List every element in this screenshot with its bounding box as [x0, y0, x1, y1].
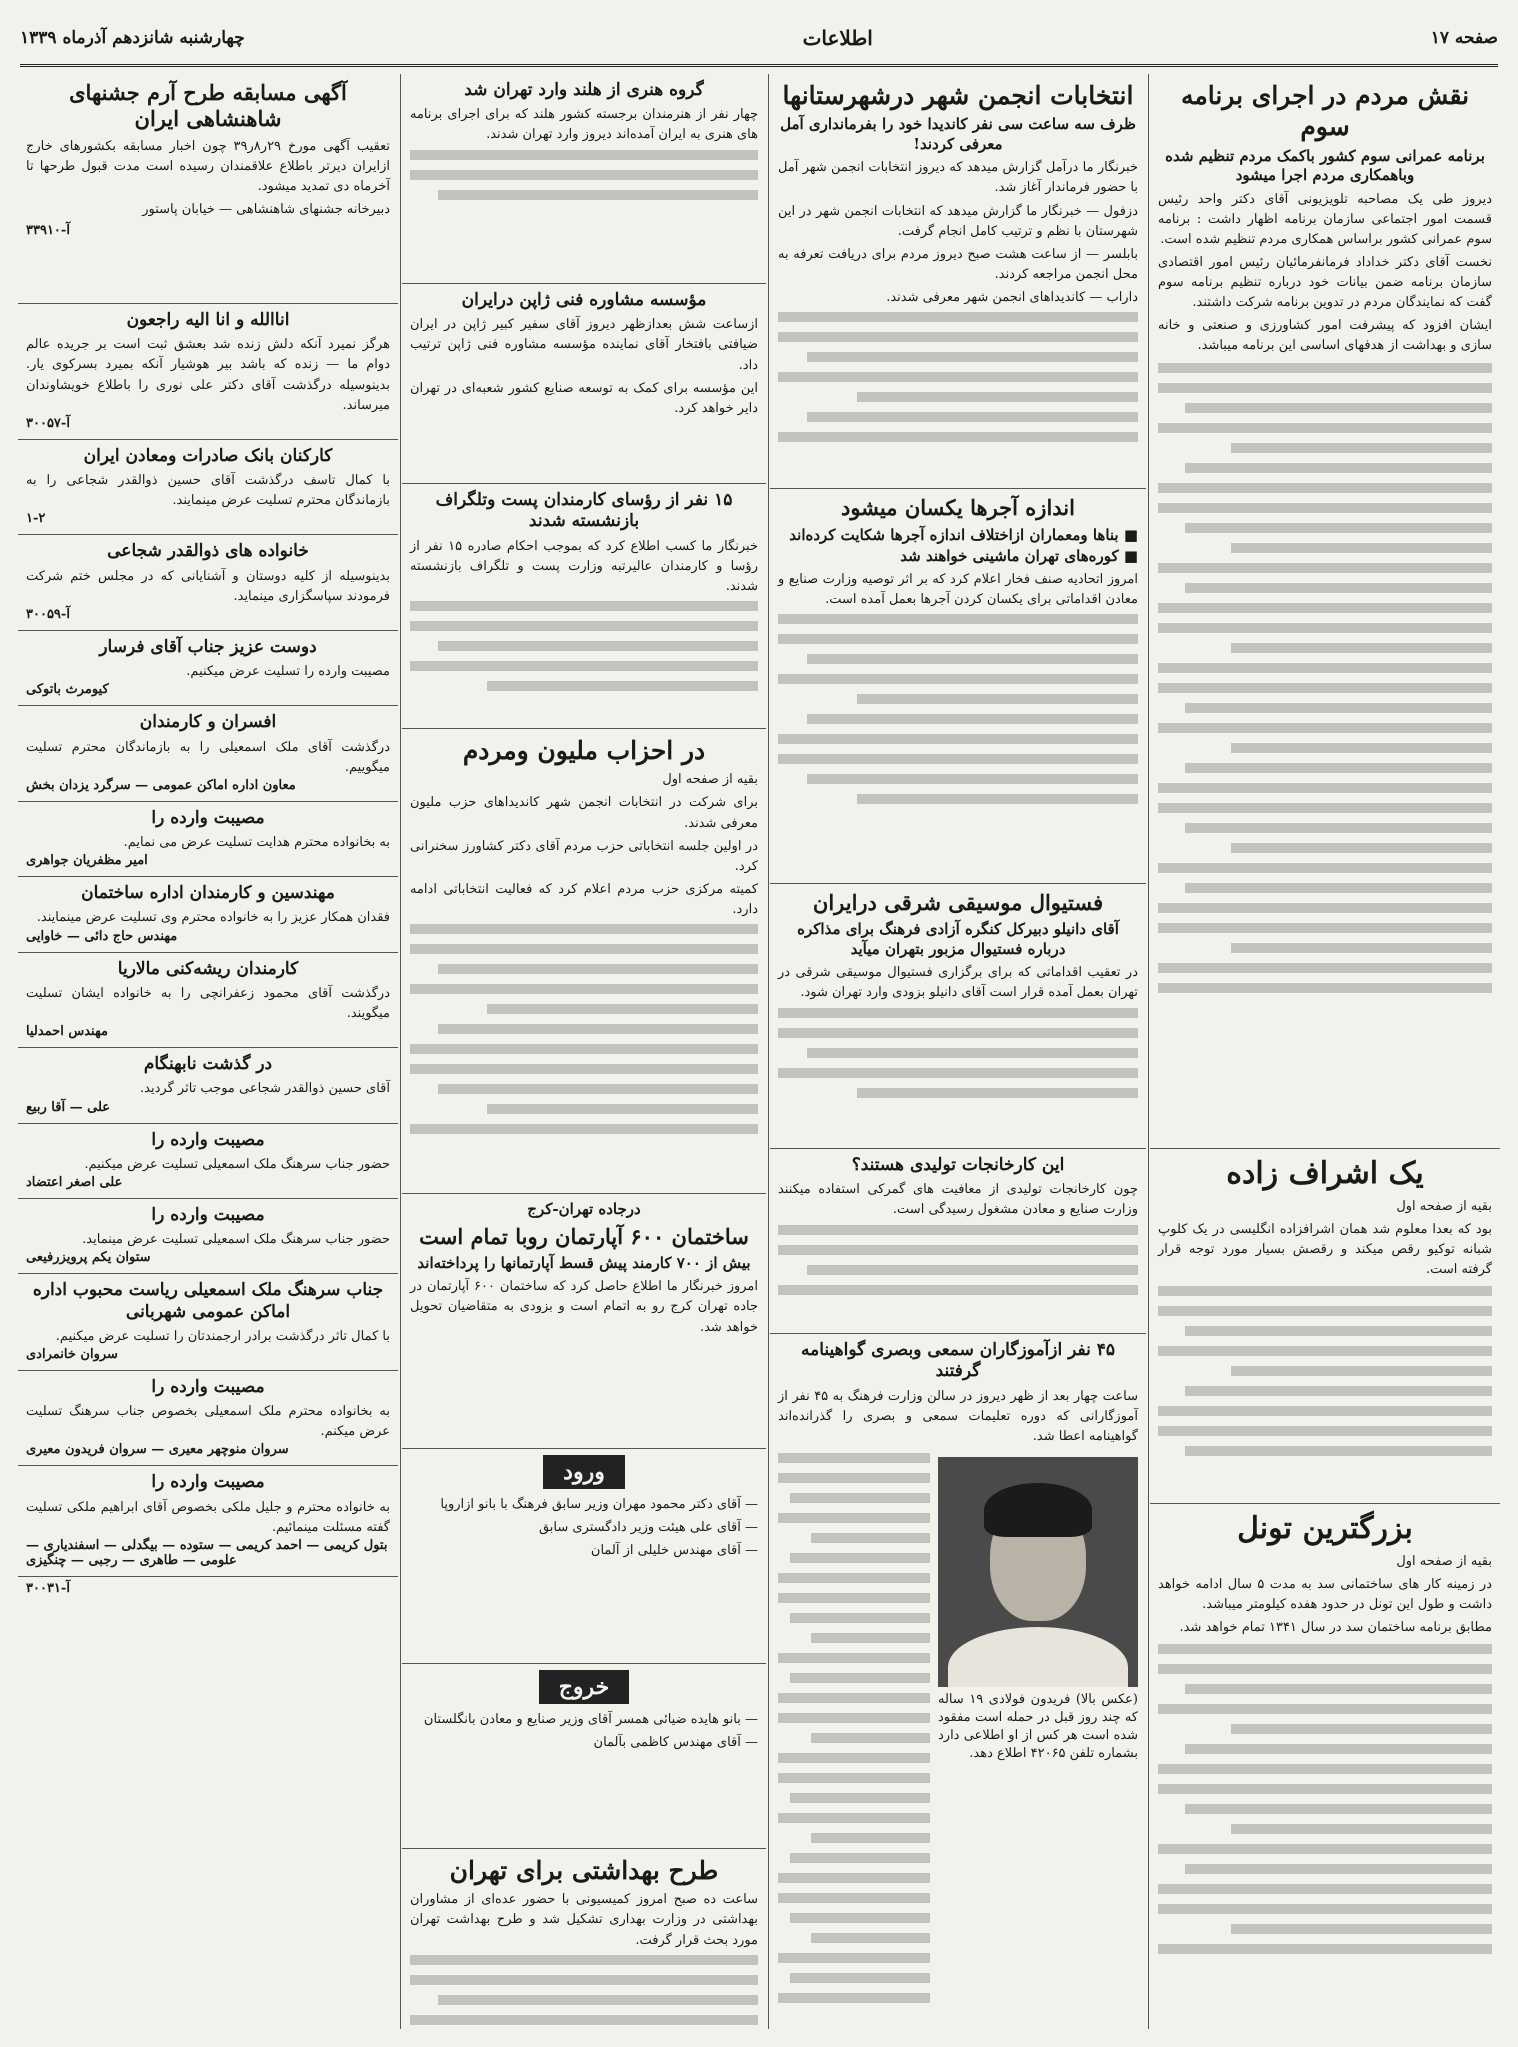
column-third	[402, 74, 766, 2029]
notice-body: مصیبت وارده را تسلیت عرض میکنیم.	[186, 664, 390, 680]
article-apartments	[402, 1194, 766, 1449]
notice-item	[18, 1048, 398, 1123]
text-lines	[778, 1453, 930, 2013]
article-body: ازساعت شش بعدازظهر دیروز آقای سفیر کبیر ژاپن در ایران ضیافتی بافتخار آقای نماینده مؤسسه مشاوره فنی ژاپن ترتیب داد. این مؤسسه برای کمک به توسعه صنایع کشور شعبه‌ای در تهران دایر خواهد کرد.	[410, 317, 758, 416]
article-body: چهار نفر از هنرمندان برجسته کشور هلند که برای اجرای برنامه های هنری به ایران آمده‌اند دیروز وارد تهران شدند.	[410, 107, 758, 143]
notice-title: خانواده های ذوالقدر شجاعی	[107, 541, 309, 562]
article-japan-consulting	[402, 284, 766, 484]
headline: در احزاب ملیون ومردم	[462, 736, 706, 765]
headline: ۴۵ نفر ازآموزگاران سمعی وبصری گواهینامه گرفتند	[800, 1340, 1116, 1382]
notice-title: مصیبت وارده را	[151, 1376, 265, 1397]
headline: فستیوال موسیقی شرقی درایران	[812, 890, 1104, 915]
headline: این کارخانجات تولیدی هستند؟	[851, 1155, 1065, 1175]
article-body: بقیه از صفحه اول در زمینه کار های ساختمانی سد به مدت ۵ سال ادامه خواهد داشت و طول این تونل در حدود هفده کیلومتر میباشد. مطابق برنامه ساختمان سد در سال ۱۳۴۱ تمام خواهد شد.	[1158, 1553, 1492, 1635]
arrivals-list: — آقای دکتر محمود مهران وزیر سابق فرهنگ با بانو ازاروپا — آقای علی هیئت وزیر دادگستری سابق — آقای مهندس خلیلی از آلمان	[440, 1497, 758, 1559]
article-bricks	[770, 489, 1146, 884]
article-body: ساعت چهار بعد از ظهر دیروز در سالن وزارت فرهنگ به ۴۵ نفر از آموزگارانی که دوره تعلیمات سمعی و بصری را گذرانده‌اند گواهینامه اعطا شد.	[778, 1388, 1138, 1444]
notice-title: در گذشت نابهنگام	[143, 1054, 273, 1075]
notice-item	[18, 1274, 398, 1371]
notice-body: حضور جناب سرهنگ ملک اسمعیلی تسلیت عرض مینماید.	[82, 1232, 390, 1248]
obituary-notices	[18, 304, 398, 1577]
portrait-photo	[938, 1457, 1138, 1687]
notice-item	[18, 1124, 398, 1199]
page-number: صفحه ۱۷	[1430, 28, 1498, 48]
text-lines	[1158, 363, 1492, 1003]
notice-body: با کمال تاثر درگذشت برادر ارجمندتان را تسلیت عرض میکنیم.	[55, 1328, 390, 1344]
headline: بزرگترین تونل	[1237, 1511, 1413, 1546]
notice-item	[18, 1371, 398, 1467]
text-lines	[1158, 1644, 1492, 1964]
text-lines	[778, 614, 1138, 814]
newspaper-name: اطلاعات	[802, 26, 873, 50]
column-left	[18, 74, 398, 2029]
notice-item	[18, 953, 398, 1049]
notice-item	[18, 440, 398, 536]
article-factories	[770, 1149, 1146, 1334]
ad-emblem-contest	[18, 74, 398, 304]
text-lines	[410, 150, 758, 220]
notice-body: درگذشت آقای محمود زعفرانچی را به خانواده ایشان تسلیت میگویند.	[26, 985, 390, 1021]
ad-body: تعقیب آگهی مورخ ۲۹ر۸ر۳۹ چون اخبار مسابقه بکشورهای خارج ازایران دیرتر باطلاع علاقمندان رسیده است مدت قبول طرحها تا آخرماه دی تمدید میشود. دبیرخانه جشنهای شاهنشاهی — خیابان پاستور	[26, 138, 390, 217]
headline: ۱۵ نفر از رؤسای کارمندان پست وتلگراف بازنشسته شدند	[435, 490, 733, 532]
article-dutch-group	[402, 74, 766, 284]
notice-item	[18, 631, 398, 706]
kicker: درجاده تهران-کرج	[527, 1200, 641, 1218]
arrivals-section	[402, 1449, 766, 1664]
departures-list: — بانو هایده ضیائی همسر آقای وزیر صنایع و معادن بانگلستان — آقای مهندس کاظمی بآلمان	[423, 1712, 758, 1751]
headline: طرح بهداشتی برای تهران	[449, 1856, 719, 1885]
subheadline: بیش از ۷۰۰ کارمند پیش قسط آپارتمانها را پرداخته‌اند	[417, 1253, 751, 1272]
notice-item	[18, 706, 398, 802]
article-body: امروز خبرنگار ما اطلاع حاصل کرد که ساختمان ۶۰۰ آپارتمان در جاده تهران کرج رو به اتمام است و بزودی به متقاضیان تحویل خواهد شد.	[410, 1279, 759, 1335]
subheadline: آقای دانیلو دبیرکل کنگره آزادی فرهنگ برای مذاکره درباره فستیوال مزبور بتهران میآید	[797, 920, 1119, 958]
notice-body: به بخانواده محترم هدایت تسلیت عرض می نمایم.	[123, 835, 390, 851]
notice-body: آقای حسین ذوالقدر شجاعی موجب تاثر گردید.	[140, 1081, 390, 1097]
article-third-plan	[1150, 74, 1500, 1149]
text-lines	[778, 1008, 1138, 1108]
notice-body: با کمال تاسف درگذشت آقای حسین ذوالقدر شجاعی را به بازماندگان محترم تسلیت عرض مینمایند.	[26, 473, 390, 509]
column-right	[1150, 74, 1500, 2029]
notice-signature: آ-۳۰۰۵۷	[26, 415, 70, 431]
arrivals-banner: ورود	[543, 1455, 625, 1489]
notice-title: مصیبت وارده را	[151, 807, 265, 828]
notice-signature: آ-۳۰۰۵۹	[26, 606, 70, 622]
notice-item	[18, 304, 398, 440]
text-lines	[778, 312, 1138, 462]
text-lines	[410, 1955, 758, 2029]
text-lines	[1158, 1286, 1492, 1466]
text-lines	[778, 1225, 1138, 1305]
headline: ساختمان ۶۰۰ آپارتمان روبا تمام است	[419, 1223, 749, 1249]
last-reference: آ-۳۰۰۳۱	[26, 1580, 70, 1596]
notice-body: هرگز نمیرد آنکه دلش زنده شد بعشق ثبت است بر جریده عالم دوام ما — زنده که باشد بیر هوشیار آنکه بمیرد بسرکوی یار. بدینوسیله درگذشت آقای دکتر علی نوری را باطلاع خویشاوندان میرساند.	[26, 337, 390, 413]
notice-signature: معاون اداره اماکن عمومی — سرگرد یزدان بخش	[26, 777, 296, 793]
notice-signature: ستوان یکم پرویزرفیعی	[26, 1250, 151, 1266]
column-second	[770, 74, 1146, 2029]
notice-signature: مهندس احمدلیا	[26, 1024, 108, 1040]
article-body: خبرنگار ما کسب اطلاع کرد که بموجب احکام صادره ۱۵ نفر از رؤسا و کارمندان عالیرتبه وزارت پست و تلگراف بازنشسته شدند.	[410, 538, 758, 594]
article-teacher-certificates	[770, 1334, 1146, 2029]
notice-signature: علی اصغر اعتضاد	[26, 1174, 123, 1190]
notice-item	[18, 1466, 398, 1577]
article-tunnel	[1150, 1504, 1500, 2029]
column-rule	[400, 74, 401, 2029]
article-body: بقیه از صفحه اول برای شرکت در انتخابات انجمن شهر کاندیداهای حزب ملیون معرفی شدند. در اولین جلسه انتخاباتی حزب مردم آقای دکتر کشاورز سخنرانی کرد. کمیته مرکزی حزب مردم اعلام کرد که فعالیت انتخاباتی ادامه دارد.	[410, 772, 758, 918]
headline: یک اشراف زاده	[1226, 1156, 1424, 1191]
ad-reference: آ-۳۳۹۱۰	[26, 223, 70, 239]
notice-title: افسران و کارمندان	[139, 712, 277, 733]
bullet-point: ■ کوره‌های تهران ماشینی خواهند شد	[900, 546, 1138, 565]
text-lines	[410, 924, 758, 1154]
article-body: ساعت ده صبح امروز کمیسیونی با حضور عده‌ای از مشاوران بهداشتی در وزارت بهداری تشکیل شد و طرح بهداشت تهران مورد بحث قرار گرفت.	[410, 1892, 758, 1948]
photo-caption: (عکس بالا) فریدون فولادی ۱۹ ساله که چند روز قبل در حمله است مفقود شده است هر کس از او اطلاعی دارد بشماره تلفن ۴۲۰۶۵ اطلاع دهد.	[938, 1691, 1138, 1762]
column-rule	[768, 74, 769, 2029]
notice-item	[18, 535, 398, 631]
notice-item	[18, 1199, 398, 1274]
issue-date: چهارشنبه شانزدهم آذرماه ۱۳۳۹	[20, 28, 245, 48]
notice-title: کارکنان بانک صادرات ومعادن ایران	[83, 445, 333, 466]
article-body: خبرنگار ما درآمل گزارش میدهد که دیروز انتخابات انجمن شهر آمل با حضور فرماندار آغاز شد. دزفول — خبرنگار ما گزارش میدهد که انتخابات انجمن شهر در این شهرستان با نظم و ترتیب کامل انجام گرفت. بابلسر — از ساعت هشت صبح دیروز مردم برای دریافت تعرفه به محل انجمن مراجعه کردند. داراب — کاندیداهای انجمن شهر معرفی شدند.	[778, 160, 1138, 306]
notice-title: مصیبت وارده را	[151, 1472, 265, 1493]
subheadline: ظرف سه ساعت سی نفر کاندیدا خود را بفرمانداری آمل معرفی کردند!	[780, 115, 1136, 153]
notice-body: فقدان همکار عزیز را به خانواده محترم وی تسلیت عرض مینمایند.	[36, 910, 390, 926]
notice-signature: ۱-۲	[26, 511, 46, 527]
subheadline: برنامه عمرانی سوم کشور باکمک مردم تنظیم شده وباهمکاری مردم اجرا میشود	[1165, 146, 1485, 184]
notice-signature: سروان خانمرادی	[26, 1346, 118, 1362]
notice-title: مصیبت وارده را	[151, 1129, 265, 1150]
article-aristocrat	[1150, 1149, 1500, 1504]
notice-body: حضور جناب سرهنگ ملک اسمعیلی تسلیت عرض میکنیم.	[84, 1156, 390, 1172]
notice-signature: علی — آقا ربیع	[26, 1099, 110, 1115]
article-parties	[402, 729, 766, 1194]
article-body: بقیه از صفحه اول بود که بعدا معلوم شد همان اشرافزاده انگلیسی در یک کلوپ شبانه توکیو رقص میکند و رقصش بسیار مورد توجه قرار گرفته است.	[1158, 1198, 1492, 1277]
article-body: در تعقیب اقداماتی که برای برگزاری فستیوال موسیقی شرقی در تهران بعمل آمده قرار است آقای دانیلو بزودی وارد تهران شود.	[778, 965, 1138, 1001]
notice-body: درگذشت آقای ملک اسمعیلی را به بازماندگان محترم تسلیت میگوییم.	[26, 739, 390, 775]
notice-title: مهندسین و کارمندان اداره ساختمان	[81, 883, 335, 904]
masthead	[20, 12, 1498, 67]
article-body: امروز اتحادیه صنف فخار اعلام کرد که بر اثر توصیه وزارت صنایع و معادن اقداماتی برای یکسان کردن آجرها بعمل آمده است.	[778, 571, 1138, 607]
notice-body: به بخانواده محترم ملک اسمعیلی بخصوص جناب سرهنگ تسلیت عرض میکنم.	[26, 1404, 390, 1440]
notice-title: جناب سرهنگ ملک اسمعیلی ریاست محبوب اداره اماکن عمومی شهربانی	[32, 1280, 384, 1322]
headline: مؤسسه مشاوره فنی ژاپن درایران	[461, 290, 707, 310]
notice-title: کارمندان ریشه‌کنی مالاریا	[117, 958, 299, 979]
bullet-point: ■ بناها ومعماران ازاختلاف اندازه آجرها شکایت کرده‌اند	[789, 526, 1138, 545]
departures-section	[402, 1664, 766, 1849]
ad-title: آگهی مسابقه طرح آرم جشنهای شاهنشاهی ایران	[69, 80, 347, 132]
article-health-plan	[402, 1849, 766, 2029]
notice-body: به خانواده محترم و جلیل ملکی بخصوص آقای ابراهیم ملکی تسلیت گفته مسئلت مینمائیم.	[26, 1499, 390, 1535]
headline: گروه هنری از هلند وارد تهران شد	[464, 80, 704, 100]
article-body: چون کارخانجات تولیدی از معافیت های گمرکی استفاده میکنند وزارت صنایع و معادن مشغول رسیدگی است.	[778, 1182, 1138, 1218]
notice-signature: مهندس حاج دائی — خاوایی	[26, 928, 178, 944]
article-body: دیروز طی یک مصاحبه تلویزیونی آقای دکتر واحد رئیس قسمت امور اجتماعی سازمان برنامه اظهار داشت : برنامه سوم عمرانی کشور براساس همکاری مردم تنظیم شده است. نخست آقای دکتر خداداد فرمانفرمائیان رئیس امور اقتصادی سازمان برنامه ضمن بیانات خود درباره تنظیم برنامه سوم گفت که نمایندگان مردم در تدوین برنامه شرکت داشتند. ایشان افزود که پیشرفت امور کشاورزی و صنعتی و خانه سازی و بهداشت از هدفهای اساسی این برنامه میباشد.	[1158, 191, 1492, 354]
article-elections	[770, 74, 1146, 489]
headline: نقش مردم در اجرای برنامه سوم	[1180, 81, 1470, 142]
column-rule	[1148, 74, 1149, 2029]
notice-signature: سروان منوچهر معیری — سروان فریدون معیری	[26, 1442, 289, 1458]
headline: اندازه آجرها یکسان میشود	[840, 495, 1075, 520]
article-post-retirement	[402, 484, 766, 729]
notice-body: بدینوسیله از کلیه دوستان و آشنایانی که در مجلس ختم شرکت فرمودند سپاسگزاری مینماید.	[26, 568, 390, 604]
departures-banner: خروج	[539, 1670, 630, 1704]
notice-signature: بتول کریمی — احمد کریمی — ستوده — بیگدلی — اسفندیاری — علومی — طاهری — رجبی — چنگیزی	[26, 1537, 388, 1568]
notice-title: اناالله و انا الیه راجعون	[126, 310, 290, 330]
notice-signature: کیومرث باتوکی	[26, 682, 109, 698]
notice-item	[18, 877, 398, 952]
notice-title: دوست عزیز جناب آقای فرسار	[99, 636, 317, 657]
article-music-festival	[770, 884, 1146, 1149]
headline: انتخابات انجمن شهر درشهرستانها	[782, 81, 1134, 110]
text-lines	[410, 601, 758, 701]
notice-signature: امیر مظفریان جواهری	[26, 853, 148, 869]
notice-item	[18, 802, 398, 877]
notice-title: مصیبت وارده را	[151, 1204, 265, 1225]
